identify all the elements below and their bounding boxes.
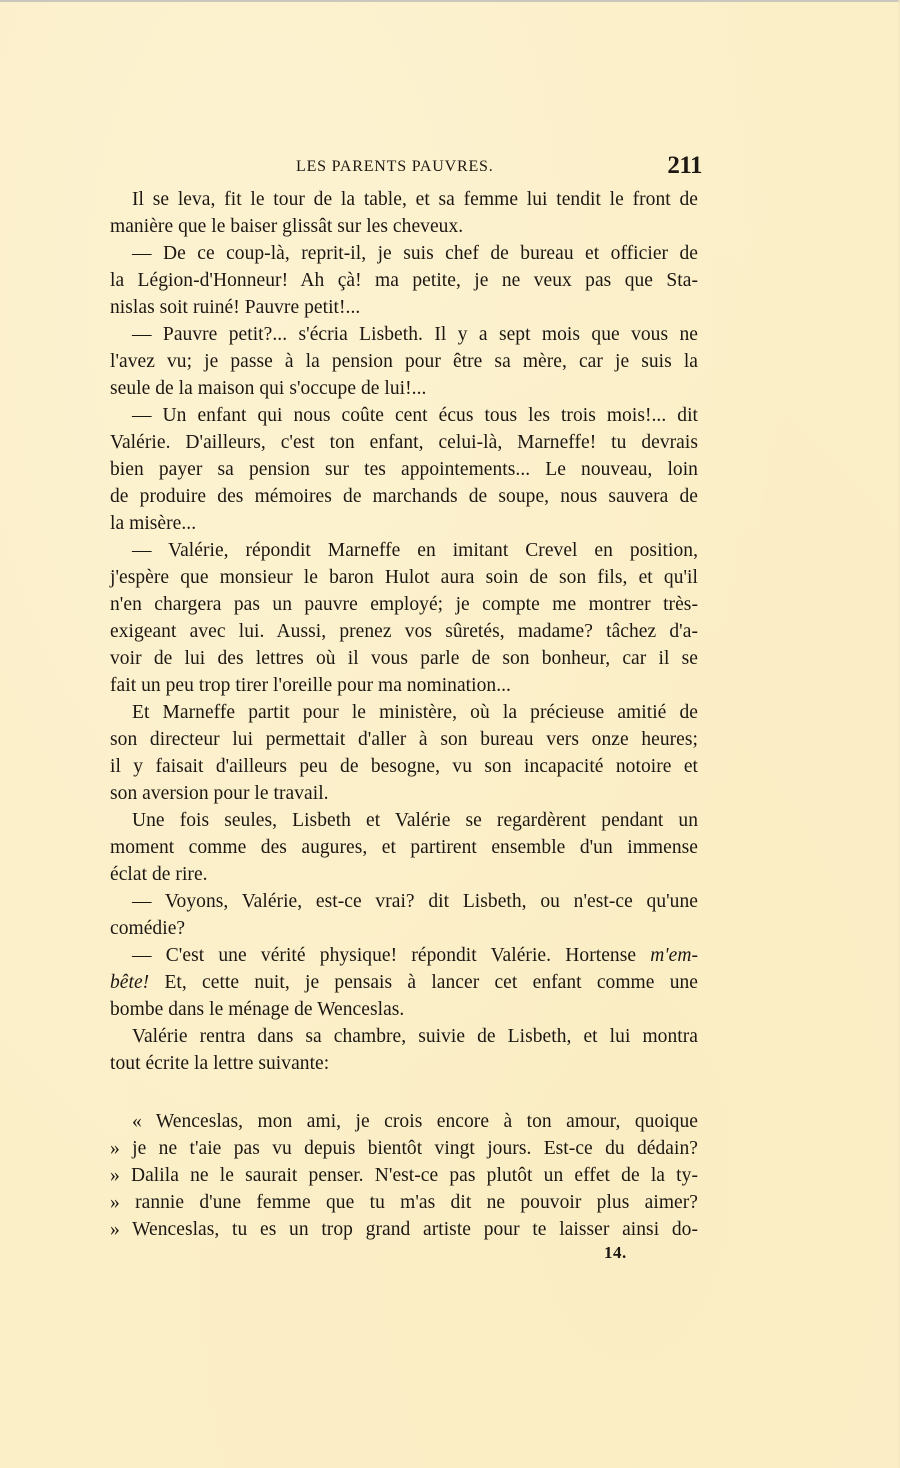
text-line (110, 807, 698, 834)
text-line (110, 510, 698, 537)
page-number: 211 (667, 152, 702, 179)
line-text: fait un peu trop tirer l'oreille pour ma nomination... (110, 675, 511, 696)
line-text: l'avez vu; je passe à la pension pour être sa mère, car je suis la (110, 351, 698, 372)
text-line (110, 915, 698, 942)
line-text: — C'est une vérité physique! répondit Valérie. Hortense (132, 945, 651, 966)
line-text: exigeant avec lui. Aussi, prenez vos sûretés, madame? tâchez d'a- (110, 621, 698, 642)
text-line (110, 780, 698, 807)
line-text: éclat de rire. (110, 864, 208, 885)
line-text: il y faisait d'ailleurs peu de besogne, vu son incapacité notoire et (110, 756, 698, 777)
letter-line (110, 1108, 698, 1135)
line-text: Valérie. D'ailleurs, c'est ton enfant, celui-là, Marneffe! tu devrais (110, 432, 698, 453)
letter-text (110, 1108, 698, 1243)
text-line (110, 429, 698, 456)
line-text: j'espère que monsieur le baron Hulot aura soin de son fils, et qu'il (110, 567, 698, 588)
running-head (110, 152, 702, 182)
letter-line (110, 1189, 698, 1216)
line-text: de produire des mémoires de marchands de soupe, nous sauvera de (110, 486, 698, 507)
line-text: Valérie rentra dans sa chambre, suivie de Lisbeth, et lui montra (132, 1026, 698, 1047)
text-line (110, 726, 698, 753)
line-text: nislas soit ruiné! Pauvre petit!... (110, 297, 361, 318)
book-page (110, 152, 702, 1262)
text-line (110, 888, 698, 915)
line-text: — Valérie, répondit Marneffe en imitant Crevel en position, (132, 540, 698, 561)
line-text: — Pauvre petit?... s'écria Lisbeth. Il y a sept mois que vous ne (132, 324, 698, 345)
line-text: son directeur lui permettait d'aller à son bureau vers onze heures; (110, 729, 698, 750)
line-text: voir de lui des lettres où il vous parle de son bonheur, car il se (110, 648, 698, 669)
text-line (110, 375, 698, 402)
line-text: » Wenceslas, tu es un trop grand artiste pour te laisser ainsi do- (110, 1219, 698, 1240)
text-line (110, 402, 698, 429)
text-line (110, 699, 698, 726)
text-line (110, 348, 698, 375)
text-line (110, 537, 698, 564)
text-line (110, 645, 698, 672)
line-text: seule de la maison qui s'occupe de lui!... (110, 378, 427, 399)
text-line (110, 753, 698, 780)
text-line (110, 861, 698, 888)
letter-line (110, 1216, 698, 1243)
body-text (110, 186, 698, 1077)
text-line (110, 267, 698, 294)
text-line (110, 213, 698, 240)
line-text: — De ce coup-là, reprit-il, je suis chef de bureau et officier de (132, 243, 698, 264)
line-text: Et, cette nuit, je pensais à lancer cet enfant comme une (149, 972, 698, 993)
line-text: la Légion-d'Honneur! Ah çà! ma petite, je ne veux pas que Sta- (110, 270, 698, 291)
text-line (110, 618, 698, 645)
italic-text: bête! (110, 972, 150, 993)
text-line (110, 591, 698, 618)
text-line (110, 996, 698, 1023)
text-line (110, 1050, 698, 1077)
line-text: son aversion pour le travail. (110, 783, 329, 804)
line-text: » Dalila ne le saurait penser. N'est-ce pas plutôt un effet de la ty- (110, 1165, 698, 1186)
text-line (110, 672, 698, 699)
line-text: bombe dans le ménage de Wenceslas. (110, 999, 405, 1020)
line-text: moment comme des augures, et partirent ensemble d'un immense (110, 837, 698, 858)
text-line (110, 1023, 698, 1050)
line-text: » je ne t'aie pas vu depuis bientôt vingt jours. Est-ce du dédain? (110, 1138, 698, 1159)
text-line (110, 240, 698, 267)
line-text: Il se leva, fit le tour de la table, et sa femme lui tendit le front de (132, 189, 698, 210)
letter-line (110, 1162, 698, 1189)
text-line (110, 942, 698, 969)
line-text: manière que le baiser glissât sur les cheveux. (110, 216, 464, 237)
signature-mark: 14. (604, 1243, 627, 1262)
text-line (110, 321, 698, 348)
text-line (110, 564, 698, 591)
text-line (110, 969, 698, 996)
letter-gap (110, 1077, 698, 1104)
line-text: « Wenceslas, mon ami, je crois encore à ton amour, quoique (132, 1111, 698, 1132)
text-line (110, 834, 698, 861)
line-text: — Un enfant qui nous coûte cent écus tous les trois mois!... dit (132, 405, 698, 426)
line-text: la misère... (110, 513, 197, 534)
line-text: bien payer sa pension sur tes appointements... Le nouveau, loin (110, 459, 698, 480)
line-text: — Voyons, Valérie, est-ce vrai? dit Lisbeth, ou n'est-ce qu'une (132, 891, 698, 912)
text-line (110, 483, 698, 510)
italic-text: m'em- (650, 945, 698, 966)
text-line (110, 456, 698, 483)
text-line (110, 294, 698, 321)
line-text: n'en chargera pas un pauvre employé; je compte me montrer très- (110, 594, 698, 615)
running-title: LES PARENTS PAUVRES. (296, 158, 494, 175)
line-text: Et Marneffe partit pour le ministère, où la précieuse amitié de (132, 702, 698, 723)
letter-line (110, 1135, 698, 1162)
scan-top-edge (0, 0, 900, 2)
line-text: » rannie d'une femme que tu m'as dit ne pouvoir plus aimer? (110, 1192, 698, 1213)
line-text: tout écrite la lettre suivante: (110, 1053, 330, 1074)
text-line (110, 186, 698, 213)
line-text: comédie? (110, 918, 186, 939)
line-text: Une fois seules, Lisbeth et Valérie se regardèrent pendant un (132, 810, 698, 831)
